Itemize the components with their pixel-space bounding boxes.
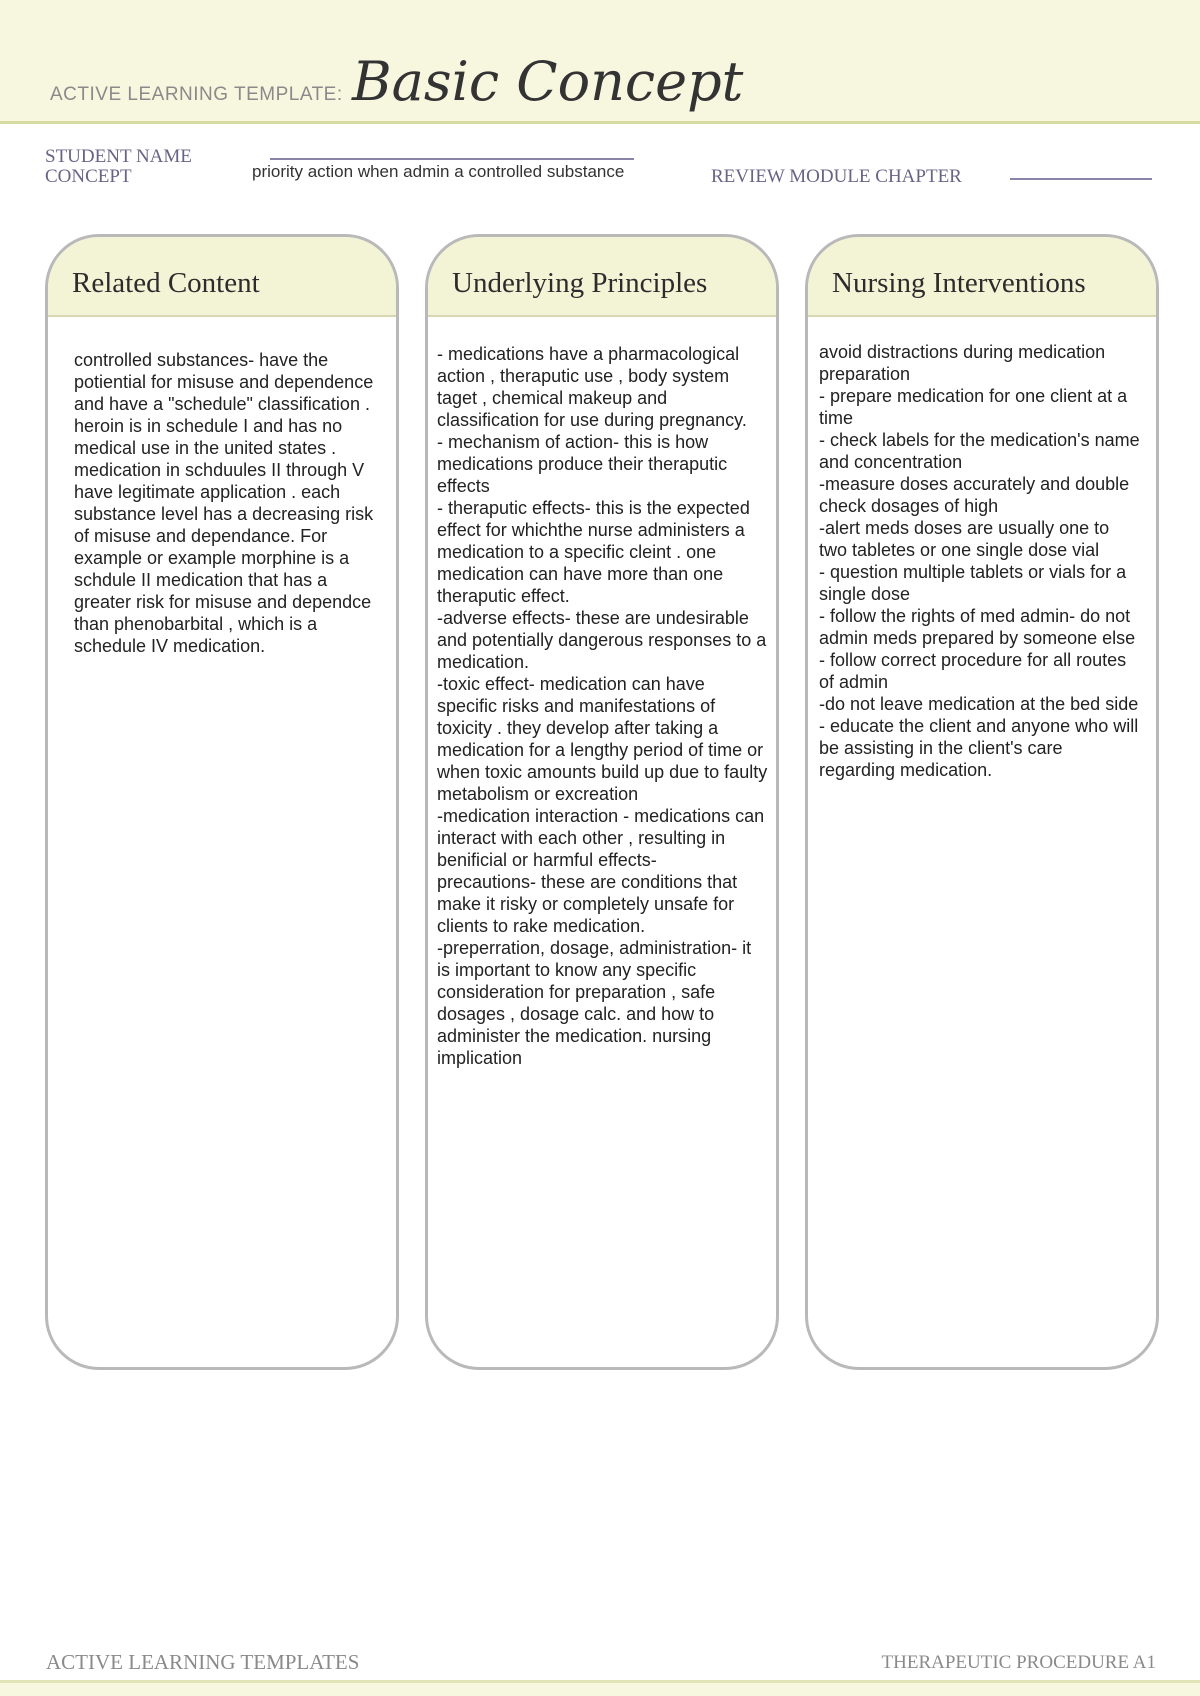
related-content-panel (45, 234, 399, 1370)
underlying-principles-text[interactable]: - medications have a pharmacological action , theraputic use , body system taget , chemical makeup and classification for use during pregnancy. - mechanism of action- this is how medications produce their theraputic effects - theraputic effects- this is the expected effect for whichthe nurse administers a medication to a specific cleint . one medication can have more than one theraputic effect. -adverse effects- these are undesirable and potentially dangerous responses to a medication. -toxic effect- medication can have specific risks and manifestations of toxicity . they develop after taking a medication for a lengthy period of time or when toxic amounts build up due to faulty metabolism or excreation -medication interaction - medications can interact with each other , resulting in benificial or harmful effects- precautions- these are conditions that make it risky or completely unsafe for clients to rake medication. -preperration, dosage, administration- it is important to know any specific consideration for preparation , safe dosages , dosage calc. and how to administer the medication. nursing implication (437, 344, 768, 1068)
student-name-label: STUDENT NAME (45, 146, 192, 167)
concept-field[interactable]: priority action when admin a controlled substance (252, 162, 625, 181)
footer-right-text: THERAPEUTIC PROCEDURE A1 (881, 1652, 1156, 1673)
nursing-interventions-text[interactable]: avoid distractions during medication preparation - prepare medication for one client at a time - check labels for the medication's name and concentration -measure doses accurately and double check dosages of high -alert meds doses are usually one to two tabletes or one single dose vial - question multiple tablets or vials for a single dose - follow the rights of med admin- do not admin meds prepared by someone else - follow correct procedure for all routes of admin -do not leave medication at the bed side - educate the client and anyone who will be assisting in the client's care regarding medication. (819, 342, 1140, 780)
student-name-field[interactable] (270, 158, 634, 160)
header-rule (0, 121, 1200, 124)
footer-left-text: ACTIVE LEARNING TEMPLATES (46, 1650, 360, 1674)
review-module-field[interactable] (1010, 178, 1152, 180)
underlying-principles-heading: Underlying Principles (428, 237, 776, 317)
template-label: ACTIVE LEARNING TEMPLATE: (50, 84, 343, 105)
review-module-label: REVIEW MODULE CHAPTER (711, 166, 962, 187)
related-content-heading: Related Content (48, 237, 396, 317)
nursing-interventions-heading: Nursing Interventions (808, 237, 1156, 317)
underlying-principles-panel (425, 234, 779, 1370)
page-title: Basic Concept (352, 50, 744, 113)
footer-band (0, 1683, 1200, 1696)
nursing-interventions-panel (805, 234, 1159, 1370)
related-content-text[interactable]: controlled substances- have the potiential for misuse and dependence and have a "schedule" classification . heroin is in schedule I and has no medical use in the united states . medication in schduules II through V have legitimate application . each substance level has a decreasing risk of misuse and dependance. For example or example morphine is a schdule II medication that has a greater risk for misuse and dependce than phenobarbital , which is a schedule IV medication. (74, 350, 374, 656)
concept-label: CONCEPT (45, 166, 132, 187)
